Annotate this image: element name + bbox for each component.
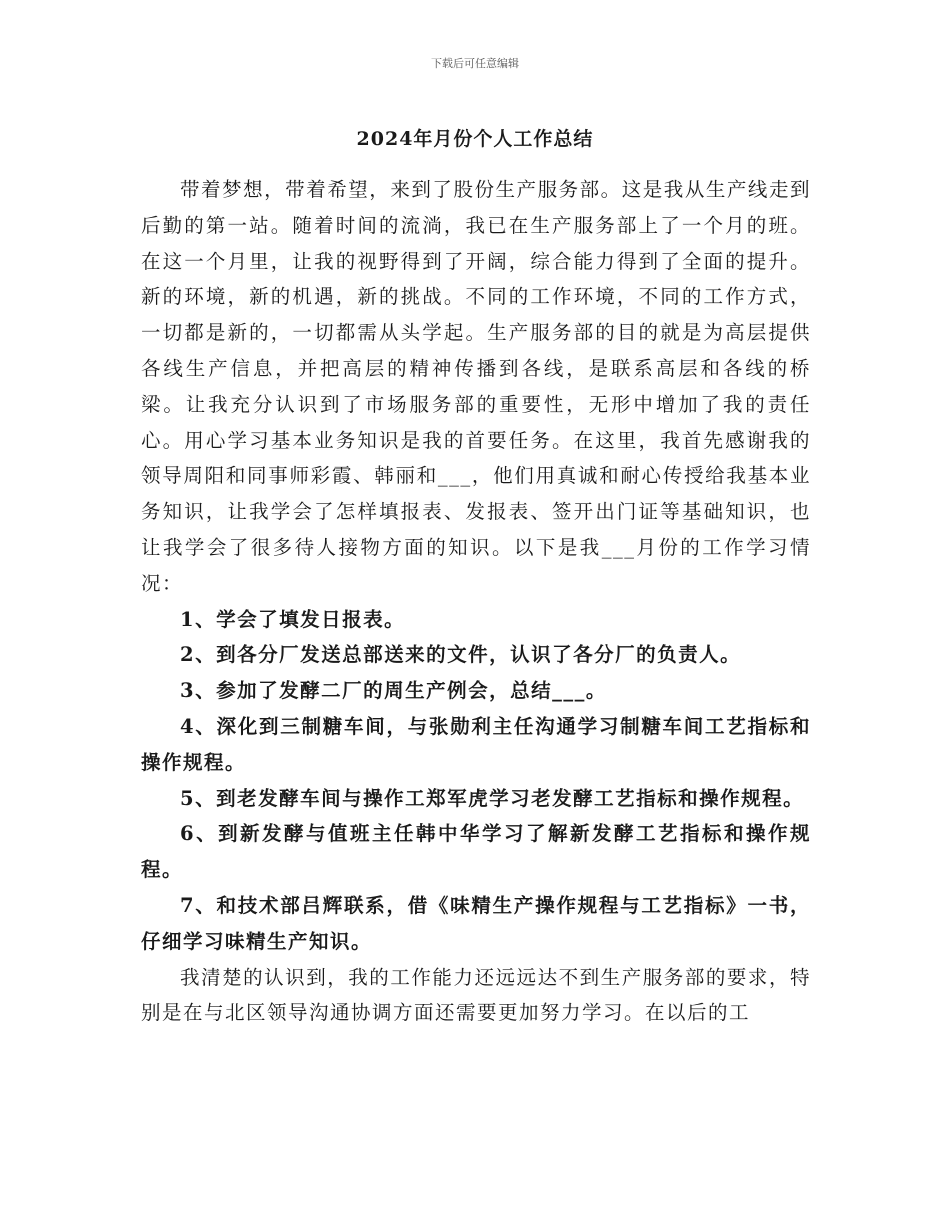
list-item-2: 2、到各分厂发送总部送来的文件，认识了各分厂的负责人。 bbox=[180, 643, 742, 667]
list-item-5: 5、到老发酵车间与操作工郑军虎学习老发酵工艺指标和操作规程。 bbox=[180, 786, 805, 810]
closing-paragraph: 我清楚的认识到，我的工作能力还远远达不到生产服务部的要求，特别是在与北区领导沟通协调方面还需要更加努力学习。在以后的工 bbox=[141, 965, 811, 1025]
list-item-1: 1、学会了填发日报表。 bbox=[180, 607, 406, 631]
list-item-3: 3、参加了发酵二厂的周生产例会，总结___。 bbox=[180, 679, 607, 703]
list-item-6: 6、到新发酵与值班主任韩中华学习了解新发酵工艺指标和操作规程。 bbox=[141, 822, 811, 882]
intro-paragraph: 带着梦想，带着希望，来到了股份生产服务部。这是我从生产线走到后勤的第一站。随着时间的流淌，我已在生产服务部上了一个月的班。在这一个月里，让我的视野得到了开阔，综合能力得到了全面的提升。新的环境，新的机遇，新的挑战。不同的工作环境，不同的工作方式，一切都是新的，一切都需从头学起。生产服务部的目的就是为高层提供各线生产信息，并把高层的精神传播到各线，是联系高层和各线的桥梁。让我充分认识到了市场服务部的重要性，无形中增加了我的责任心。用心学习基本业务知识是我的首要任务。在这里，我首先感谢我的领导周阳和同事师彩霞、韩丽和___，他们用真诚和耐心传授给我基本业务知识，让我学会了怎样填报表、发报表、签开出门证等基础知识，也让我学会了很多待人接物方面的知识。以下是我___月份的工作学习情况： bbox=[141, 178, 811, 595]
list-item-7: 7、和技术部吕辉联系，借《味精生产操作规程与工艺指标》一书，仔细学习味精生产知识。 bbox=[141, 893, 811, 953]
header-note: 下载后可任意编辑 bbox=[431, 57, 519, 70]
document-title: 2024年月份个人工作总结 bbox=[356, 128, 594, 150]
document-body bbox=[141, 172, 811, 1031]
list-item-4: 4、深化到三制糖车间，与张勋利主任沟通学习制糖车间工艺指标和操作规程。 bbox=[141, 714, 811, 774]
